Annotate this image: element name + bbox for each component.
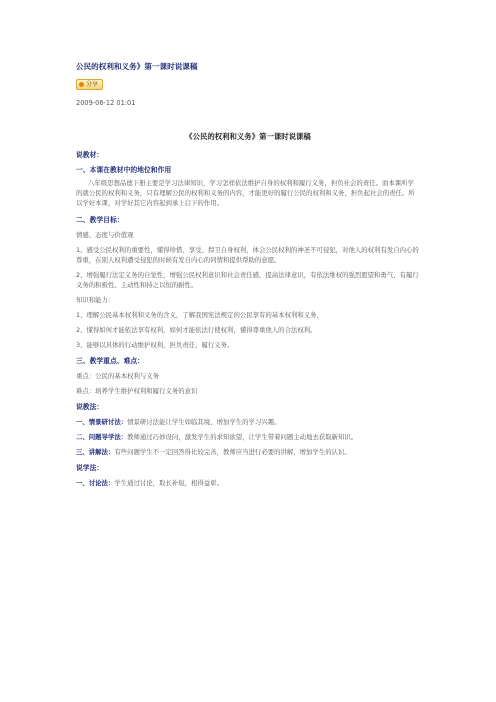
knowledge-item-3: 3、能够以具体的行动维护权利，担负责任，履行义务。 — [76, 341, 234, 349]
method-item-1 — [76, 417, 420, 427]
paragraph-1: 八年级思想品德下册主要是学习法律知识，学习怎样依法维护自身的权利和履行义务，担负社会的责任。而本课所学的就公民的权利和义务，只有理解公民的权利和义务的内容，才能更好的履行公民的权利和义务，担负起社会的责任。所以学好本课，对学好其它内容起到承上启下的作用。 — [76, 179, 415, 207]
method-text-2: 教师通过巧妙设问，激发学生的求知欲望，让学生带着问题主动地去获取新知识。 — [127, 433, 358, 441]
method-label-1: 一、情景研讨法： — [76, 418, 128, 426]
difficult-point: 难点：培养学生维护权利和履行义务的意识 — [76, 387, 198, 395]
method-item-2 — [76, 432, 420, 442]
section-heading-1: 一、本课在教材中的地位和作用 — [76, 166, 172, 174]
knowledge-item-1: 1、理解公民基本权利和义务的含义，了解我国宪法规定的公民享有的基本权利和义务， — [76, 311, 323, 319]
knowledge-item-2: 2、懂得如何才能依法享有权利，如何才能依法行使权利，懂得尊重他人的合法权利。 — [76, 326, 317, 334]
method-label-2: 二、问题导学法： — [76, 433, 128, 441]
document-page — [76, 0, 420, 488]
document-title: 《公民的权利和义务》第一课时说课稿 — [185, 132, 311, 141]
method-text-1: 情景研讨法能让学生如临其境，增加学生的学习兴趣。 — [127, 418, 281, 426]
section-heading-2: 二、教学目标： — [76, 216, 124, 224]
share-label: 分享 — [86, 81, 99, 88]
post-date: 2009-06-12 01:01 — [76, 99, 136, 107]
method-text-3: 有些问题学生不一定回答得比较完善，教师应当进行必要的讲解，增加学生的认识。 — [114, 448, 351, 456]
study-label-1: 一、讨论法： — [76, 479, 115, 487]
method-item-3 — [76, 447, 420, 457]
subheading-values: 情感、态度与价值观 — [76, 231, 134, 239]
key-point: 重点：公民的基本权利与义务 — [76, 372, 160, 380]
section-heading-jiaofa: 说教法： — [76, 403, 104, 411]
share-button[interactable] — [76, 79, 103, 90]
goal-item-1: 1、感受公民权利的重要性，懂得珍惜、享受、捍卫自身权利，体会公民权利的神圣不可侵犯，对他人的权利有发自内心的尊重，在别人权利遭受侵犯的时候有发自内心的同情和提供帮助的意愿。 — [76, 246, 419, 264]
study-method-item-1 — [76, 478, 420, 488]
section-heading-xuefa: 说学法： — [76, 464, 104, 472]
section-heading-3: 三、教学重点、难点： — [76, 357, 144, 365]
subheading-knowledge: 知识和能力： — [76, 296, 115, 304]
share-icon — [79, 82, 84, 87]
study-text-1: 学生通过讨论，取长补短，相得益彰。 — [114, 479, 223, 487]
page-title[interactable]: 公民的权利和义务》第一课时说课稿 — [76, 62, 198, 71]
section-heading-jiaocai: 说教材： — [76, 151, 104, 159]
goal-item-2: 2、增强履行法定义务的自觉性，增强公民权利意识和社会责任感，提高法律意识，有依法维权的强烈愿望和勇气，有履行义务的积极性、主动性和持之以恒的耐性。 — [76, 271, 419, 289]
method-label-3: 三、讲解法： — [76, 448, 115, 456]
